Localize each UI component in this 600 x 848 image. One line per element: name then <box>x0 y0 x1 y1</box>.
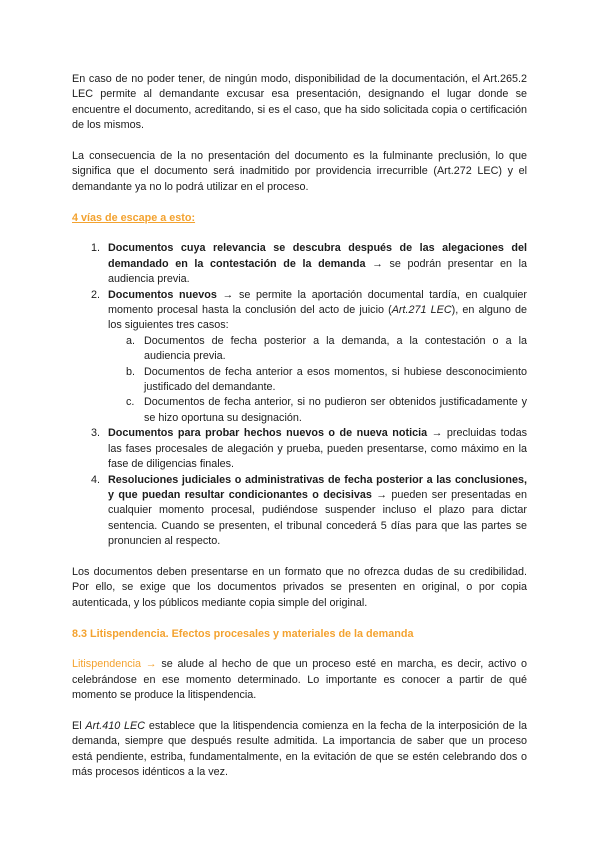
sub-list-letter: a. <box>126 334 136 347</box>
list-item-bold: Documentos cuya relevancia se descubra después de las alegaciones del demandado en la contestación de la demanda <box>108 242 527 270</box>
list-item-text: → se podrán presentar en la audiencia previa. <box>108 257 528 286</box>
paragraph-text: establece que la litispendencia comienza en la fecha de la interposición de la demanda, siempre que después resulte admitida. La importancia de saber que un proceso está pendiente, estriba, fundamentalmente, en la evitación de que se estén celebrando dos o más procesos idénticos a la vez. <box>72 719 527 779</box>
list-item-text: → precluidas todas las fases procesales de alegación y prueba, pueden presentarse, como máximo en la fase de diligencias finales. <box>108 427 528 471</box>
list-number: 1. <box>91 242 101 255</box>
list-number: 2. <box>91 288 101 301</box>
list-item-bold: Documentos nuevos <box>108 288 217 301</box>
list-item <box>91 426 528 472</box>
paragraph-text: El <box>72 719 86 732</box>
sub-list-letter: c. <box>126 396 135 409</box>
term-litispendencia: Litispendencia → <box>72 658 157 671</box>
law-reference: Art.271 LEC <box>391 304 452 317</box>
sub-list-item <box>126 395 527 426</box>
sub-list-item <box>126 365 527 396</box>
document-page <box>72 72 527 781</box>
sub-list-text: Documentos de fecha posterior a la demanda, a la contestación o a la audiencia previa. <box>144 334 527 363</box>
law-reference: Art.410 LEC <box>85 719 146 732</box>
list-item-text: ), en alguno de los siguientes tres casos: <box>108 304 527 332</box>
paragraph-excusa: En caso de no poder tener, de ningún modo, disponibilidad de la documentación, el Art.265.2 LEC permite al demandante excusar esa presentación, designando el lugar donde se encuentre el documento, acreditando, si es el caso, que ha sido solicitada copia o certificación de los mismos. <box>72 73 527 132</box>
list-item <box>91 288 527 427</box>
paragraph-text: se alude al hecho de que un proceso esté en marcha, es decir, activo o celebrándose en ese momento determinado. Lo importante es conocer a partir de qué momento se produce la litispendencia. <box>72 658 527 702</box>
list-item-bold: Resoluciones judiciales o administrativas de fecha posterior a las conclusiones, y que puedan resultar condicionantes o decisivas <box>108 473 527 501</box>
list-number: 4. <box>91 473 101 486</box>
sub-list-item <box>126 334 527 365</box>
list-item-bold: Documentos para probar hechos nuevos o de nueva noticia <box>108 427 428 440</box>
section-heading: 8.3 Litispendencia. Efectos procesales y materiales de la demanda <box>72 627 414 640</box>
paragraph-litispendencia <box>72 657 527 703</box>
list-item <box>91 241 528 287</box>
list-item-text: → pueden ser presentadas en cualquier momento procesal, pudiéndose suspender incluso el plazo para dictar sentencia. Cuando se presenten, el tribunal concederá 5 días para que las partes se pronuncien al respecto. <box>108 488 527 548</box>
paragraph-formato: Los documentos deben presentarse en un formato que no ofrezca dudas de su credibilidad. Por ello, se exige que los documentos privados se presenten en original, o por copia autenticada, y los públicos mediante copia simple del original. <box>72 565 527 609</box>
escape-list <box>72 241 527 549</box>
paragraph-preclusion: La consecuencia de la no presentación del documento es la fulminante preclusión, lo que significa que el documento será inadmitido por providencia irrecurrible (Art.272 LEC) y el demandante ya no lo podrá utilizar en el proceso. <box>72 150 527 193</box>
sub-list-letter: b. <box>126 365 136 378</box>
paragraph-art410 <box>72 719 527 781</box>
list-item-text: → se permite la aportación documental tardía, en cualquier momento procesal hasta la conclusión del acto de juicio ( <box>108 288 527 317</box>
sub-list-text: Documentos de fecha anterior a esos momentos, si hubiese desconocimiento justificado del demandante. <box>144 365 527 394</box>
escape-heading: 4 vías de escape a esto: <box>72 211 196 224</box>
sub-list-text: Documentos de fecha anterior, si no pudieron ser obtenidos justificadamente y se hizo oportuna su designación. <box>144 396 527 424</box>
list-number: 3. <box>91 427 101 440</box>
list-item <box>91 473 527 550</box>
sub-list <box>108 334 527 426</box>
